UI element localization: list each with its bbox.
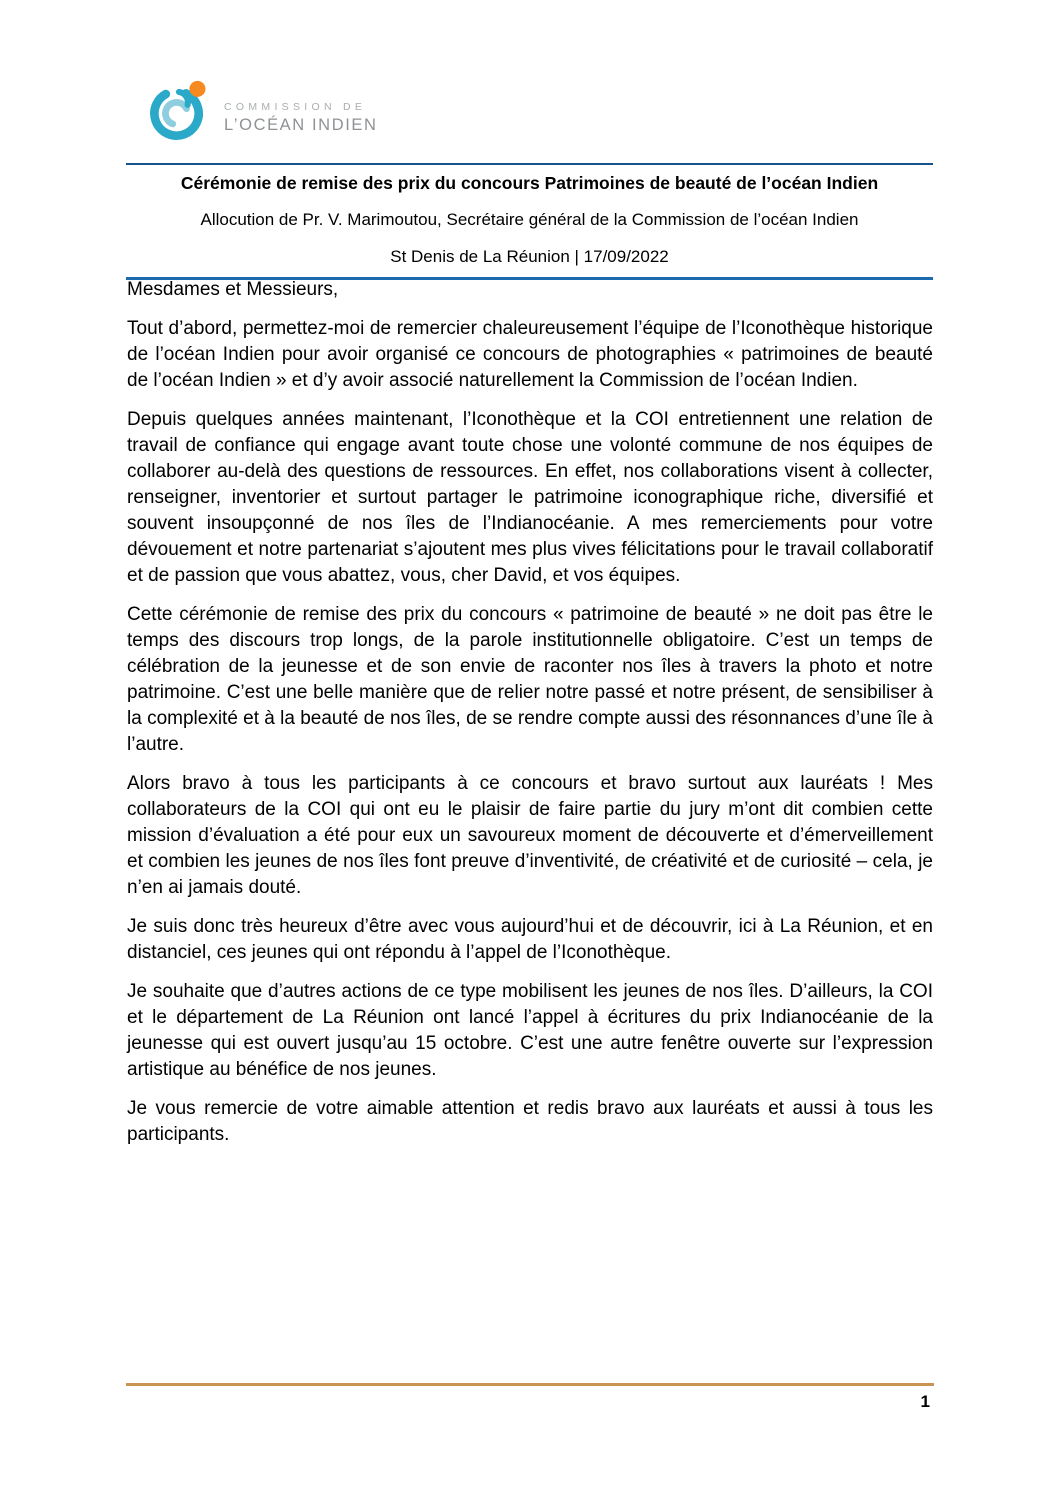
speech-paragraph: Tout d’abord, permettez-moi de remercier chaleureusement l’équipe de l’Iconothèque historique de l’océan Indien pour avoir organisé ce concours de photographies « patrimoines de beauté de l’océan Indien » et d’y avoir associé naturellement la Commission de l’océan Indien.	[127, 318, 933, 391]
logo-line-commission-de: COMMISSION DE	[224, 101, 367, 113]
document-subtitle: Allocution de Pr. V. Marimoutou, Secrétaire général de la Commission de l’océan Indien	[200, 210, 859, 229]
document-footer	[126, 1383, 934, 1412]
header-rule-top	[126, 163, 933, 165]
speech-paragraph: Depuis quelques années maintenant, l’Iconothèque et la COI entretiennent une relation de travail de confiance qui engage avant toute chose une volonté commune de nos équipes de collaborer au-delà des questions de ressources. En effet, nos collaborations visent à collecter, renseigner, inventorier et surtout partager le patrimoine iconographique riche, diversifié et souvent insoupçonné de nos îles de l’Indianocéanie. A mes remerciements pour votre dévouement et notre partenariat s’ajoutent mes plus vives félicitations pour le travail collaboratif et de passion que vous abattez, vous, cher David, et vos équipes.	[127, 409, 933, 586]
speech-paragraph: Je vous remercie de votre aimable attention et redis bravo aux lauréats et aussi à tous les participants.	[127, 1098, 933, 1145]
footer-rule	[126, 1383, 934, 1386]
document-title: Cérémonie de remise des prix du concours Patrimoines de beauté de l’océan Indien	[180, 173, 879, 193]
speech-paragraph: Alors bravo à tous les participants à ce concours et bravo surtout aux lauréats ! Mes collaborateurs de la COI qui ont eu le plaisir de faire partie du jury m’ont dit combien cette mission d’évaluation a été pour eux un savoureux moment de découverte et d’émerveillement et combien les jeunes de nos îles font preuve d’inventivité, de créativité et de curiosité – cela, je n’en ai jamais douté.	[127, 773, 933, 898]
page-number: 1	[920, 1392, 930, 1411]
logo-line-ocean-indien: L’OCÉAN INDIEN	[224, 116, 378, 134]
speech-paragraph: Je suis donc très heureux d’être avec vous aujourd’hui et de découvrir, ici à La Réunion, et en distanciel, ces jeunes qui ont répondu à l’appel de l’Iconothèque.	[127, 916, 933, 963]
coi-logo-text	[224, 87, 378, 135]
speech-paragraph: Mesdames et Messieurs,	[127, 279, 339, 300]
document-dateline: St Denis de La Réunion | 17/09/2022	[390, 247, 669, 266]
speech-paragraph: Cette cérémonie de remise des prix du concours « patrimoine de beauté » ne doit pas être le temps des discours trop longs, de la parole institutionnelle obligatoire. C’est un temps de célébration de la jeunesse et de son envie de raconter nos îles à travers la photo et notre patrimoine. C’est une belle manière que de relier notre passé et notre présent, de sensibiliser à la complexité et à la beauté de nos îles, de se rendre compte aussi des résonnances d’une île à l’autre.	[127, 604, 933, 755]
coi-swirl-logo-icon	[148, 79, 210, 143]
speech-body	[127, 277, 933, 1161]
document-header	[126, 163, 933, 280]
speech-paragraph: Je souhaite que d’autres actions de ce type mobilisent les jeunes de nos îles. D’ailleurs, la COI et le département de La Réunion ont lancé l’appel à écritures du prix Indianocéanie de la jeunesse qui est ouvert jusqu’au 15 octobre. C’est une autre fenêtre ouverte sur l’expression artistique au bénéfice de nos jeunes.	[127, 981, 933, 1080]
coi-logo	[148, 79, 378, 143]
